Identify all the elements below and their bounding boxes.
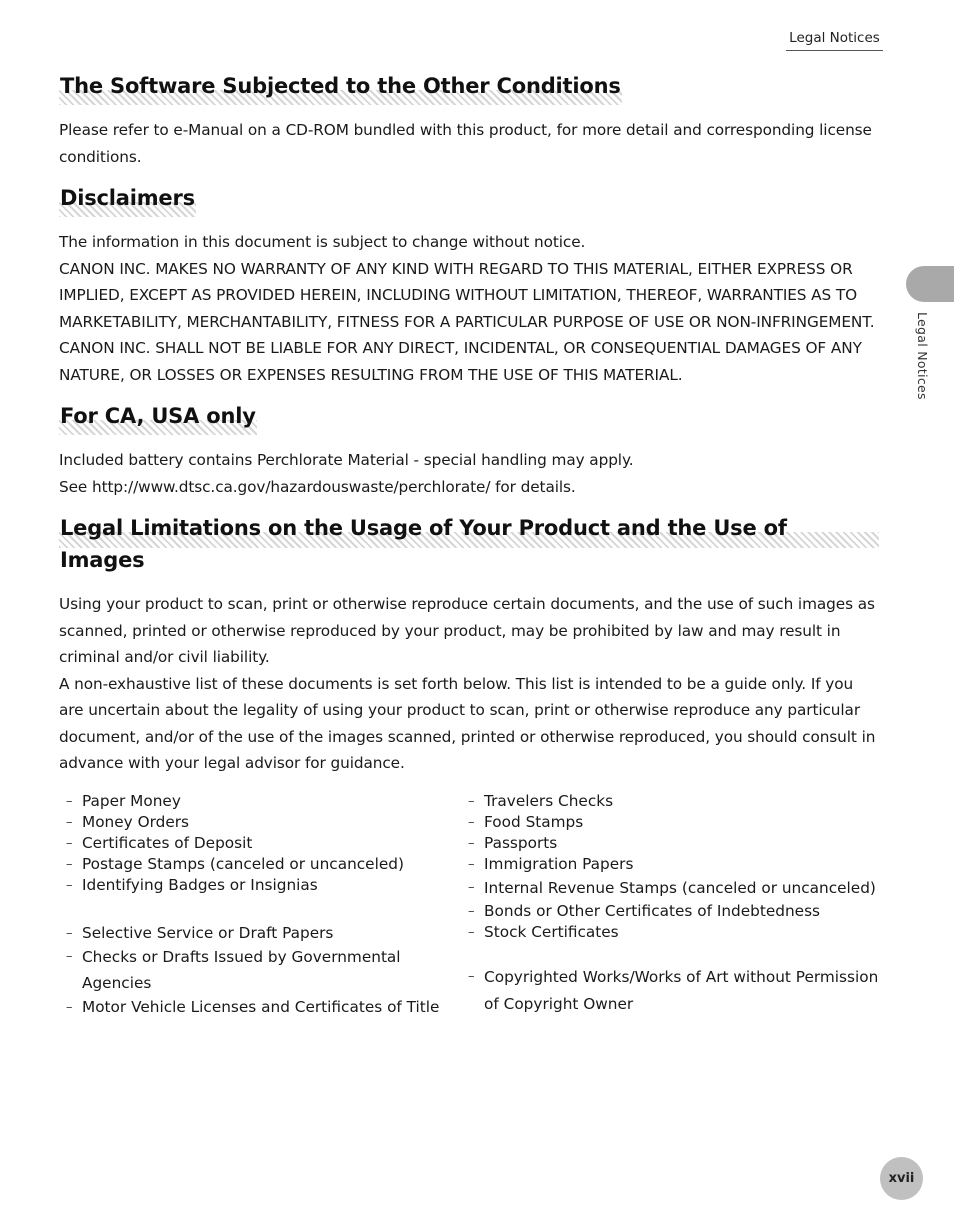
list-item: – Stock Certificates bbox=[461, 922, 879, 943]
list-item: – Travelers Checks bbox=[461, 791, 879, 812]
list-item: – Immigration Papers bbox=[461, 854, 879, 875]
paragraph: A non-exhaustive list of these documents is set forth below. This list is intended to be a guide only. If you are uncertain about the legality of using your product to scan, print or otherwise reproduce any particular document, and/or of the use of the images scanned, printed or otherwise reproduced, you should consult in advance with your legal advisor for guidance. bbox=[59, 674, 876, 772]
list-item: – Certificates of Deposit bbox=[59, 833, 461, 854]
section-ca-usa-only bbox=[59, 400, 879, 500]
list-item: – Passports bbox=[461, 833, 879, 854]
section-heading: The Software Subjected to the Other Conditions bbox=[59, 70, 622, 105]
chapter-tab-label: Legal Notices bbox=[915, 312, 930, 400]
paragraph: Please refer to e-Manual on a CD-ROM bundled with this product, for more detail and corresponding license conditions. bbox=[59, 121, 872, 166]
paragraph: Using your product to scan, print or otherwise reproduce certain documents, and the use of such images as scanned, printed or otherwise reproduced by your product, may be prohibited by law and may result in criminal and/or civil liability. bbox=[59, 595, 875, 666]
section-heading: Disclaimers bbox=[59, 182, 196, 217]
document-list-left bbox=[59, 791, 461, 1018]
list-item: – Identifying Badges or Insignias bbox=[59, 875, 461, 896]
list-item: – Bonds or Other Certificates of Indebtedness bbox=[461, 901, 879, 922]
list-item: – Selective Service or Draft Papers bbox=[59, 923, 461, 944]
paragraph: Included battery contains Perchlorate Material - special handling may apply. bbox=[59, 451, 634, 469]
paragraph: CANON INC. MAKES NO WARRANTY OF ANY KIND WITH REGARD TO THIS MATERIAL, EITHER EXPRESS OR IMPLIED, EXCEPT AS PROVIDED HEREIN, INCLUDING WITHOUT LIMITATION, THEREOF, WARRANTIES AS TO MARKETABILITY, MERCHANTABILITY, FITNESS FOR A PARTICULAR PURPOSE OF USE OR NON-INFRINGEMENT. CANON INC. SHALL NOT BE LIABLE FOR ANY DIRECT, INCIDENTAL, OR CONSEQUENTIAL DAMAGES OF ANY NATURE, OR LOSSES OR EXPENSES RESULTING FROM THE USE OF THIS MATERIAL. bbox=[59, 259, 875, 384]
running-header: Legal Notices bbox=[786, 30, 883, 51]
page-content bbox=[59, 70, 879, 1030]
list-item: – Checks or Drafts Issued by Governmental Agencies bbox=[59, 944, 461, 997]
list-item: – Motor Vehicle Licenses and Certificates of Title bbox=[59, 997, 461, 1018]
list-item: – Paper Money bbox=[59, 791, 461, 812]
paragraph: See http://www.dtsc.ca.gov/hazardouswaste/perchlorate/ for details. bbox=[59, 477, 576, 496]
list-item: – Postage Stamps (canceled or uncanceled) bbox=[59, 854, 461, 875]
section-legal-limitations bbox=[59, 512, 879, 1018]
document-list bbox=[59, 791, 879, 1018]
list-item: – Internal Revenue Stamps (canceled or uncanceled) bbox=[461, 875, 879, 902]
list-item: – Copyrighted Works/Works of Art without Permission of Copyright Owner bbox=[461, 964, 879, 1017]
section-heading: For CA, USA only bbox=[59, 400, 257, 435]
section-software-conditions bbox=[59, 70, 879, 170]
chapter-tab[interactable] bbox=[906, 266, 954, 302]
page-number: xvii bbox=[880, 1157, 923, 1200]
list-item: – Food Stamps bbox=[461, 812, 879, 833]
document-list-right bbox=[461, 791, 879, 1018]
list-item: – Money Orders bbox=[59, 812, 461, 833]
section-heading: Legal Limitations on the Usage of Your Product and the Use of Images bbox=[59, 512, 879, 579]
section-disclaimers bbox=[59, 182, 879, 388]
paragraph: The information in this document is subject to change without notice. bbox=[59, 233, 586, 251]
